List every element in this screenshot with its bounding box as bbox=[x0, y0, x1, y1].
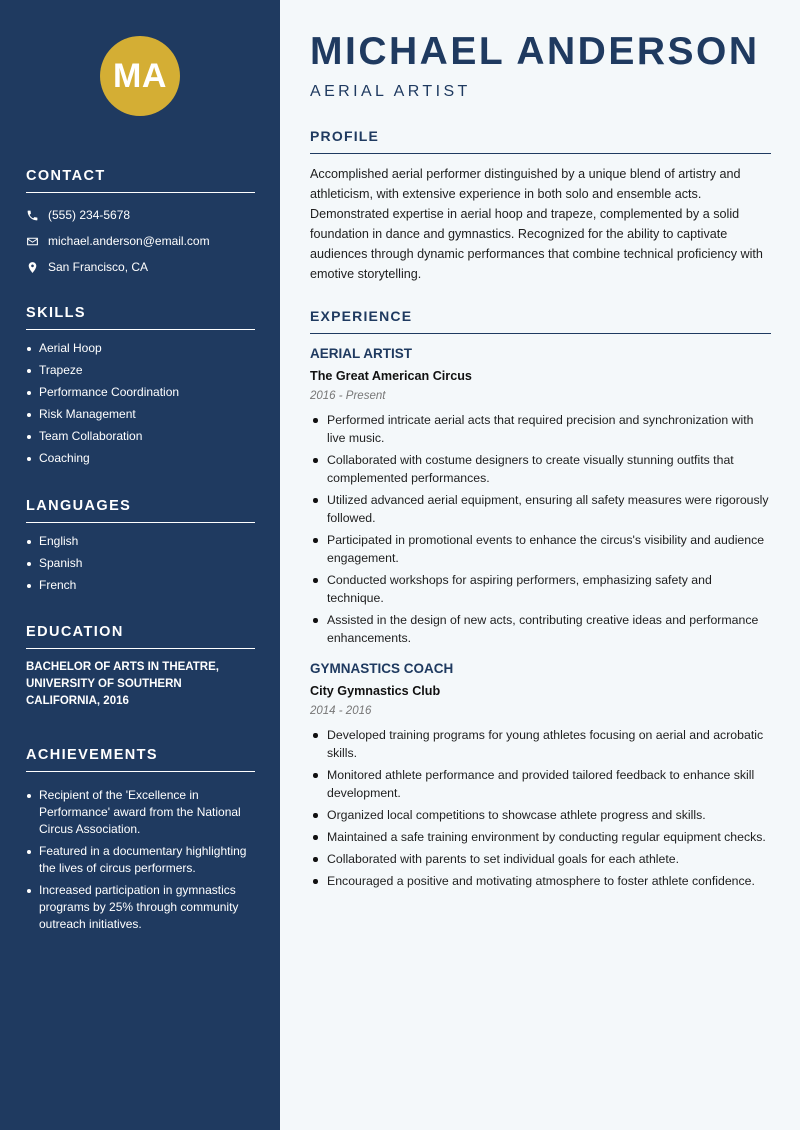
job-dates: 2016 - Present bbox=[310, 390, 386, 402]
sidebar bbox=[0, 0, 280, 1130]
job-title: AERIAL ARTIST bbox=[310, 346, 413, 361]
job-bullet: Participated in promotional events to enhance the circus's visibility and audience engagement. bbox=[310, 531, 771, 567]
profile-heading: PROFILE bbox=[310, 128, 771, 154]
achievement-item: Recipient of the 'Excellence in Performance' award from the National Circus Association. bbox=[26, 787, 255, 838]
email-icon bbox=[26, 235, 39, 248]
education-entry: BACHELOR OF ARTS IN THEATRE, UNIVERSITY OF SOUTHERN CALIFORNIA, 2016 bbox=[26, 661, 219, 707]
contact-email bbox=[26, 228, 255, 254]
skill-item: Aerial Hoop bbox=[26, 340, 255, 357]
achievements-heading: ACHIEVEMENTS bbox=[26, 747, 255, 772]
job-bullets bbox=[310, 726, 771, 890]
experience-heading: EXPERIENCE bbox=[310, 308, 771, 334]
job-company: City Gymnastics Club bbox=[310, 684, 441, 698]
avatar: MA bbox=[100, 36, 180, 116]
skill-item: Performance Coordination bbox=[26, 384, 255, 401]
skills-section bbox=[26, 305, 255, 472]
candidate-role: AERIAL ARTIST bbox=[310, 83, 471, 100]
achievements-list bbox=[26, 787, 255, 933]
experience-section bbox=[310, 308, 771, 894]
job-company: The Great American Circus bbox=[310, 369, 472, 383]
languages-list bbox=[26, 533, 255, 594]
contact-heading: CONTACT bbox=[26, 168, 255, 193]
education-heading: EDUCATION bbox=[26, 624, 255, 649]
job-dates: 2014 - 2016 bbox=[310, 705, 372, 717]
job-bullet: Maintained a safe training environment by conducting regular equipment checks. bbox=[310, 828, 771, 846]
job-bullet: Collaborated with costume designers to create visually stunning outfits that complemented performances. bbox=[310, 451, 771, 487]
achievement-item: Increased participation in gymnastics programs by 25% through community outreach initiatives. bbox=[26, 882, 255, 933]
job-bullet: Conducted workshops for aspiring performers, emphasizing safety and technique. bbox=[310, 571, 771, 607]
skills-list bbox=[26, 340, 255, 467]
contact-location-text: San Francisco, CA bbox=[48, 260, 149, 274]
job-bullet: Monitored athlete performance and provided tailored feedback to enhance skill development. bbox=[310, 766, 771, 802]
languages-section bbox=[26, 498, 255, 599]
contact-email-text: michael.anderson@email.com bbox=[48, 234, 210, 248]
language-item: French bbox=[26, 577, 255, 594]
skills-heading: SKILLS bbox=[26, 305, 255, 330]
contact-section bbox=[26, 168, 255, 280]
education-section bbox=[26, 624, 255, 710]
job-bullet: Organized local competitions to showcase athlete progress and skills. bbox=[310, 806, 771, 824]
skill-item: Coaching bbox=[26, 450, 255, 467]
profile-section bbox=[310, 128, 771, 284]
profile-text: Accomplished aerial performer distinguished by a unique blend of artistry and athleticism, with extensive experience in both solo and ensemble acts. Demonstrated expertise in aerial hoop and trapeze, complemented by a solid foundation in dance and gymnastics. Recognized for the ability to captivate audiences through dynamic performances that combine technical proficiency with emotive storytelling. bbox=[310, 167, 763, 281]
language-item: English bbox=[26, 533, 255, 550]
achievement-item: Featured in a documentary highlighting the lives of circus performers. bbox=[26, 843, 255, 877]
achievements-section bbox=[26, 747, 255, 938]
job-bullet: Developed training programs for young athletes focusing on aerial and acrobatic skills. bbox=[310, 726, 771, 762]
job-bullet: Performed intricate aerial acts that required precision and synchronization with live music. bbox=[310, 411, 771, 447]
contact-phone-text: (555) 234-5678 bbox=[48, 208, 131, 222]
phone-icon bbox=[26, 209, 39, 222]
job-bullet: Utilized advanced aerial equipment, ensuring all safety measures were rigorously followed. bbox=[310, 491, 771, 527]
job-bullet: Collaborated with parents to set individual goals for each athlete. bbox=[310, 850, 771, 868]
job-bullet: Assisted in the design of new acts, contributing creative ideas and performance enhancements. bbox=[310, 611, 771, 647]
contact-location bbox=[26, 254, 255, 280]
job-entry bbox=[310, 346, 771, 647]
main-content bbox=[280, 0, 800, 1130]
skill-item: Team Collaboration bbox=[26, 428, 255, 445]
contact-phone bbox=[26, 202, 255, 228]
location-pin-icon bbox=[26, 261, 39, 274]
job-entry bbox=[310, 661, 771, 890]
candidate-name: MICHAEL ANDERSON bbox=[310, 30, 760, 73]
job-bullet: Encouraged a positive and motivating atmosphere to foster athlete confidence. bbox=[310, 872, 771, 890]
job-bullets bbox=[310, 411, 771, 647]
languages-heading: LANGUAGES bbox=[26, 498, 255, 523]
language-item: Spanish bbox=[26, 555, 255, 572]
skill-item: Risk Management bbox=[26, 406, 255, 423]
job-title: GYMNASTICS COACH bbox=[310, 661, 454, 676]
skill-item: Trapeze bbox=[26, 362, 255, 379]
